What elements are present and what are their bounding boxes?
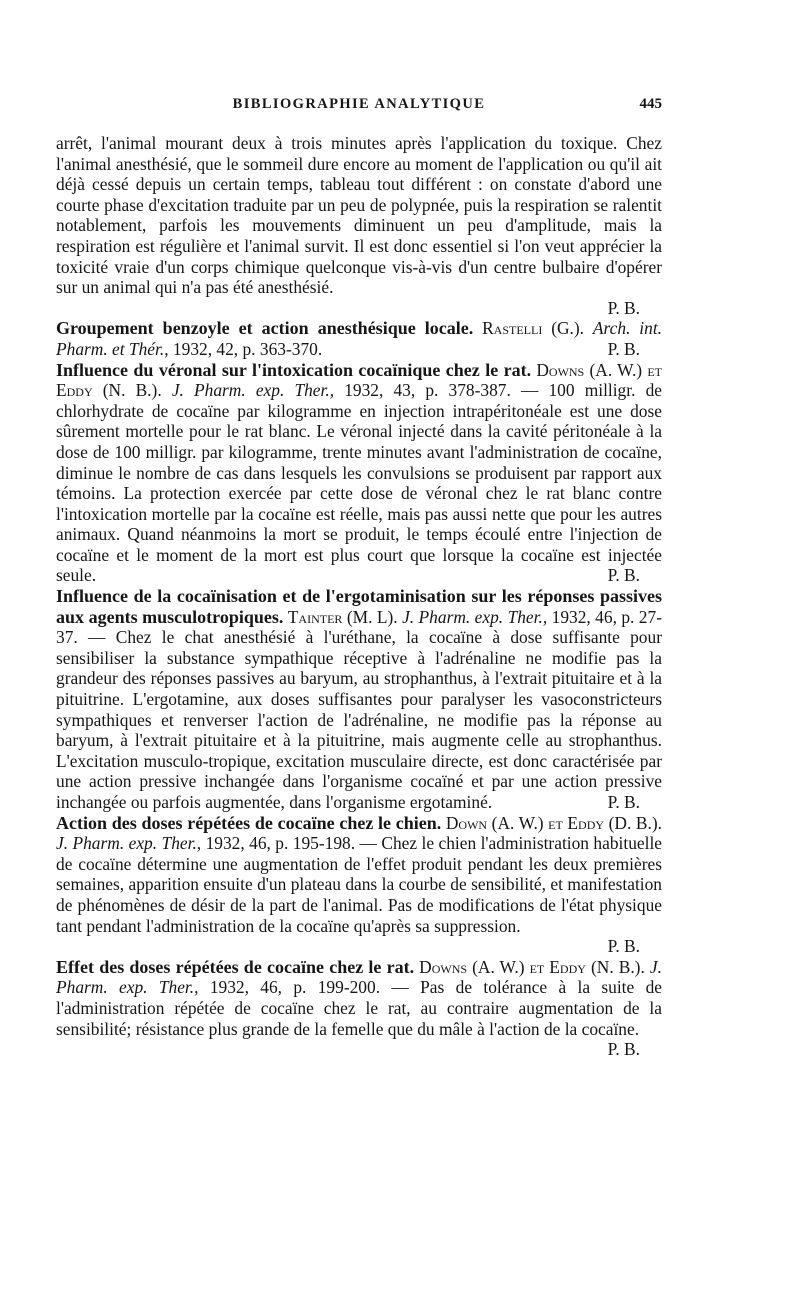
signature: P. B. (607, 297, 640, 318)
bibliography-entry (56, 586, 662, 813)
entry-journal: J. Pharm. exp. Ther., (171, 380, 335, 401)
bibliography-entry (56, 813, 662, 957)
bibliography-entry (56, 318, 662, 359)
signature: P. B. (607, 792, 640, 812)
entry-citation: 1932, 42, p. 363-370. (172, 338, 323, 359)
entry-abstract: — Pas de tolérance à la suite de l'administration répétée de cocaïne chez le rat, au contraire augmentation de la sensibilité; résistance plus grande de la femelle que du mâle à l'action de la cocaïne. (56, 977, 662, 1039)
entry-citation: 1932, 46, p. 199-200. (209, 977, 381, 998)
entry-title: Effet des doses répétées de cocaïne chez le rat. (56, 956, 415, 977)
bibliography-entry (56, 360, 662, 587)
entry-title: Groupement benzoyle et action anesthésique locale. (56, 318, 474, 339)
page-number: 445 (639, 96, 662, 112)
running-title: BIBLIOGRAPHIE ANALYTIQUE (232, 96, 486, 112)
signature: P. B. (607, 338, 640, 359)
entry-authors: Rastelli (G.). (482, 318, 585, 339)
entry-journal: Arch. int. Pharm. et Thér., (56, 318, 662, 359)
entry-authors: Downs (A. W.) et Eddy (N. B.). (419, 956, 645, 977)
entry-journal: J. Pharm. exp. Ther., (56, 956, 662, 998)
entry-authors: Downs (A. W.) et Eddy (N. B.). (56, 359, 662, 401)
entry-authors: Down (A. W.) et Eddy (D. B.). (445, 812, 662, 833)
signature: P. B. (607, 1039, 640, 1060)
signature: P. B. (607, 936, 640, 957)
page-header (56, 96, 662, 120)
bibliography-entry (56, 956, 662, 1060)
entry-title: Action des doses répétées de cocaïne chez le chien. (56, 812, 442, 833)
entry-abstract: — 100 milligr. de chlorhydrate de cocaïne par kilogramme en injection intrapéritonéale est une dose sûrement mortelle pour le rat blanc. Le véronal injecté dans la cavité péritonéale à la dose de 100 milligr. par kilogramme, trente minutes avant l'administration de cocaïne, diminue le nombre de cas dans lesquels les convulsions se produisent par rapport aux témoins. La protection exercée par cette dose de véronal chez le rat blanc contre l'intoxication mortelle par la cocaïne est réelle, mais pas aussi nette que pour les autres animaux. Quand néanmoins la mort se produit, le temps écoulé entre l'injection de cocaïne et le moment de la mort est plus court que lorsque la cocaïne est injectée seule. (56, 380, 662, 586)
entry-abstract: — Chez le chat anesthésié à l'uréthane, la cocaïne à dose suffisante pour sensibiliser la substance sympathique réceptive à l'adrénaline ne modifie pas la grandeur des réponses passives au baryum, au strophanthus, à l'extrait pituitaire et à la pituitrine. L'ergotamine, aux doses suffisantes pour paralyser les vasoconstricteurs sympathiques et renverser l'action de l'adrénaline, ne modifie pas la réponse au baryum, à l'extrait pituitaire et à la pituitrine, mais augmente celle au strophanthus. L'excitation musculo-tropique, excitation musculaire directe, est donc caractérisée par une action pressive inchangée dans l'organisme cocaïné et par une action pressive inchangée ou parfois augmentée, dans l'organisme ergotaminé. (56, 627, 662, 812)
continuation-paragraph (56, 133, 662, 318)
entry-citation: 1932, 46, p. 27-37. (56, 606, 662, 648)
entry-journal: J. Pharm. exp. Ther., (402, 606, 548, 627)
continuation-text: arrêt, l'animal mourant deux à trois minutes après l'application du toxique. Chez l'animal anesthésié, que le sommeil dure encore au moment de l'application ou qu'il ait déjà cessé depuis un certain temps, tableau tout différent : on constate d'abord une courte phase d'excitation traduite par un peu de polypnée, puis la respiration se ralentit notablement, parfois les mouvements diminuent un peu d'amplitude, mais la respiration est régulière et l'animal survit. Il est donc essentiel si l'on veut apprécier la toxicité vraie d'un corps chimique quelconque vis-à-vis d'un centre bulbaire d'opérer sur un animal qui n'a pas été anesthésié. (56, 133, 662, 298)
entry-title: Influence de la cocaïnisation et de l'ergotaminisation sur les réponses passives aux agents musculotropiques. (56, 586, 662, 627)
entry-authors: Tainter (M. L). (287, 606, 398, 627)
entry-journal: J. Pharm. exp. Ther., (56, 833, 202, 854)
entry-citation: 1932, 43, p. 378-387. (344, 380, 511, 401)
entry-abstract: — Chez le chien l'administration habituelle de cocaïne détermine une augmentation de l'effet produit pendant les deux premières semaines, apparition ensuite d'un plateau dans la courbe de sensibilité, et manifestation de phénomènes de désir de la part de l'animal. Pas de modifications de l'état physique tant pendant l'administration de la cocaïne qu'après sa suppression. (56, 833, 662, 936)
entry-title: Influence du véronal sur l'intoxication cocaïnique chez le rat. (56, 359, 532, 380)
entry-citation: 1932, 46, p. 195-198. (205, 833, 356, 854)
signature: P. B. (607, 565, 640, 586)
bibliography-content (56, 133, 662, 1060)
